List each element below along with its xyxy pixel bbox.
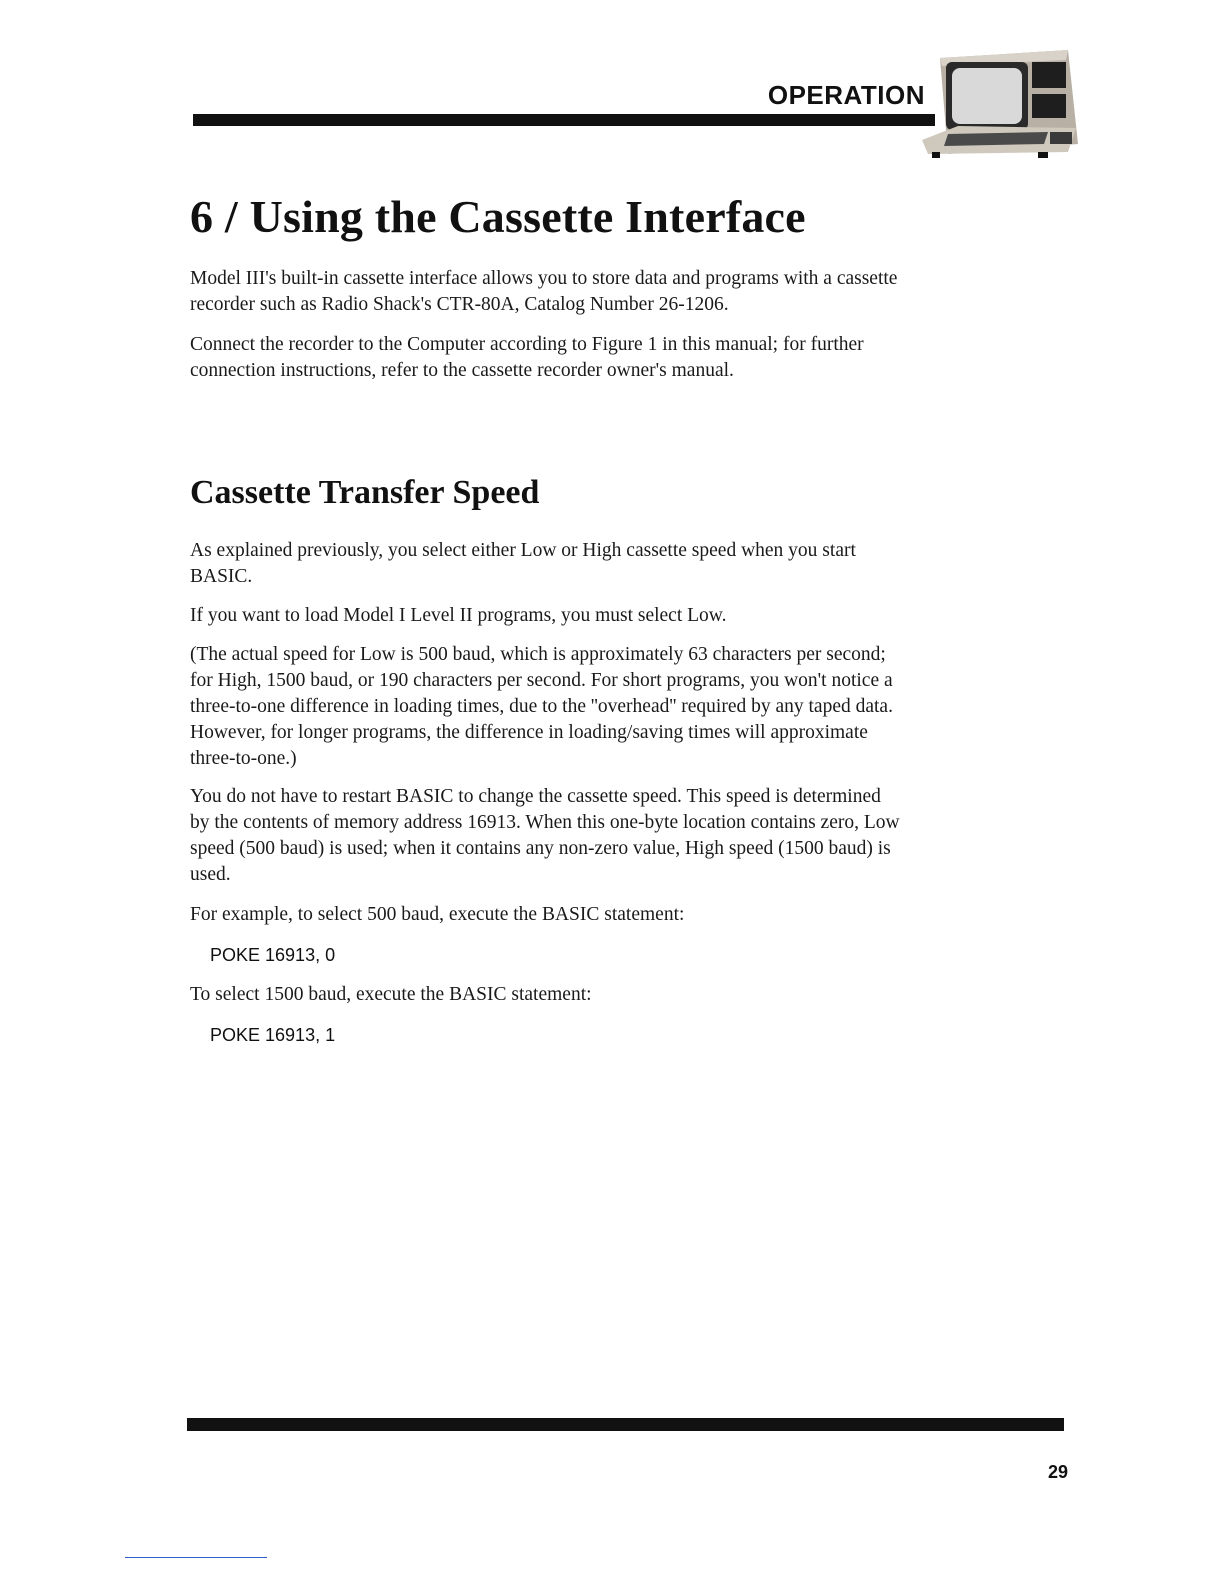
intro-paragraph: Model III's built-in cassette interface allows you to store data and programs with a cassette recorder such as Radio Shack's CTR-80A, Catalog Number 26-1206.	[190, 268, 898, 315]
footer-rule	[187, 1418, 1064, 1431]
model-one-paragraph: If you want to load Model I Level II programs, you must select Low.	[190, 605, 727, 626]
example-paragraph: For example, to select 500 baud, execute the BASIC statement:	[190, 904, 685, 925]
select-high-paragraph: To select 1500 baud, execute the BASIC statement:	[190, 984, 592, 1005]
code-poke-high: POKE 16913, 1	[210, 1025, 336, 1045]
memory-address-paragraph: You do not have to restart BASIC to change the cassette speed. This speed is determined by the contents of memory address 16913. When this one-byte location contains zero, Low speed (500 baud) is used; when it contains any non-zero value, High speed (1500 baud) is used.	[190, 786, 900, 885]
running-header: OPERATION	[767, 80, 925, 110]
footnote-divider	[125, 1557, 267, 1558]
speed-intro-paragraph: As explained previously, you select either Low or High cassette speed when you start BASIC.	[190, 540, 856, 587]
section-title: Cassette Transfer Speed	[190, 474, 540, 511]
connection-paragraph: Connect the recorder to the Computer according to Figure 1 in this manual; for further connection instructions, refer to the cassette recorder owner's manual.	[190, 334, 864, 381]
page-number: 29	[1047, 1462, 1068, 1482]
chapter-title: 6 / Using the Cassette Interface	[190, 191, 806, 242]
code-poke-low: POKE 16913, 0	[210, 945, 336, 965]
baud-explanation-paragraph: (The actual speed for Low is 500 baud, which is approximately 63 characters per second; for High, 1500 baud, or 190 characters per second. For short programs, you won't notice a three-to-one difference in loading times, due to the ''overhead'' required by any taped data. However, for longer programs, the difference in loading/saving times will approximate three-to-one.)	[190, 644, 893, 769]
computer-icon	[918, 44, 1083, 164]
header-rule	[193, 114, 935, 126]
